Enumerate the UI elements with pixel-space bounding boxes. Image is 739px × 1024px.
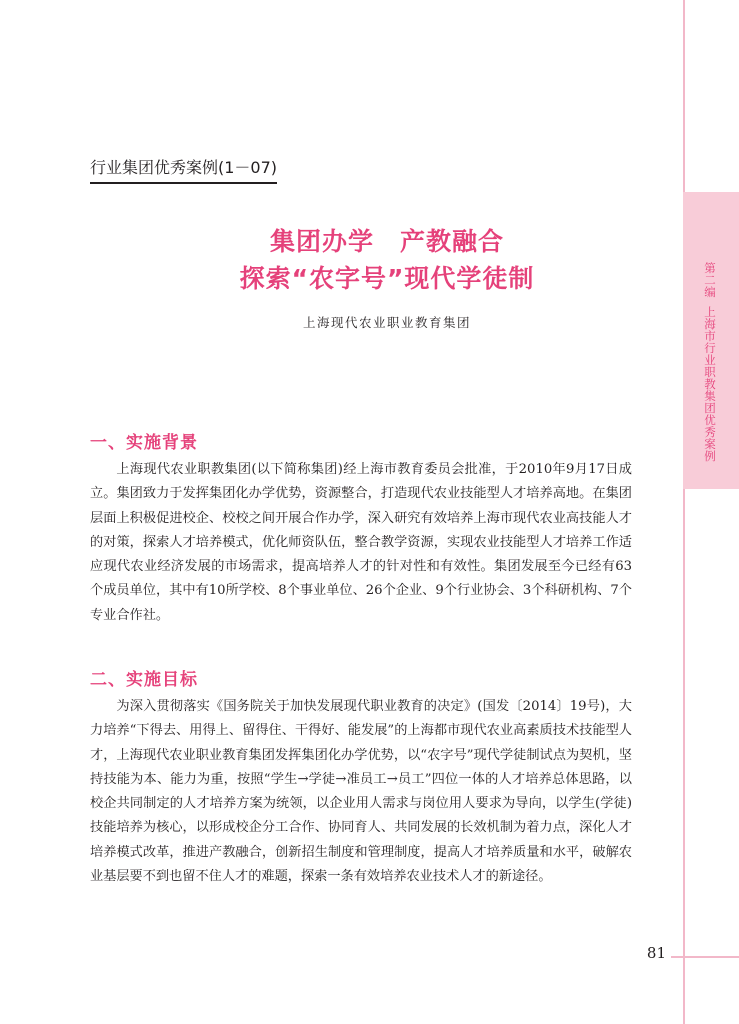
- section-body-goals: 为深入贯彻落实《国务院关于加快发展现代职业教育的决定》(国发〔2014〕19号)，大力培养“下得去、用得上、留得住、干得好、能发展”的上海都市现代农业高素质技术技能型人才，上海现代农业职业教育集团发挥集团化办学优势，以“农字号”现代学徒制试点为契机，坚持技能为本、能力为重，按照“学生→学徒→准员工→员工”四位一体的人才培养总体思路，以校企共同制定的人才培养方案为统领，以企业用人需求与岗位用人要求为导向，以学生(学徒)技能培养为核心，以形成校企分工合作、协同育人、共同发展的长效机制为着力点，深化人才培养模式改革，推进产教融合，创新招生制度和管理制度，提高人才培养质量和水平，破解农业基层要不到也留不住人才的难题，探索一条有效培养农业技术人才的新途径。: [90, 699, 632, 885]
- chapter-tab-section: 上海市行业职教集团优秀案例: [703, 306, 717, 462]
- page-number: 81: [646, 944, 666, 962]
- organization-name: 上海现代农业职业教育集团: [302, 315, 471, 330]
- section-heading-goals: 二、实施目标: [90, 670, 198, 690]
- margin-rule: [683, 0, 685, 1024]
- chapter-tab-part: 第二编: [703, 262, 717, 298]
- page-title-line-1: 集团办学 产教融合: [269, 227, 504, 256]
- section-body-background: 上海现代农业职教集团(以下简称集团)经上海市教育委员会批准，于2010年9月17日成立。集团致力于发挥集团化办学优势，资源整合，打造现代农业技能型人才培养高地。在集团层面上积极促进校企、校校之间开展合作办学，深入研究有效培养上海市现代农业高技能人才的对策，探索人才培养模式，优化师资队伍，整合教学资源，实现农业技能型人才培养工作适应现代农业经济发展的市场需求，提高培养人才的针对性和有效性。集团发展至今已经有63个成员单位，其中有10所学校、8个事业单位、26个企业、9个行业协会、3个科研机构、7个专业合作社。: [90, 462, 632, 623]
- footer-rule: [671, 956, 739, 958]
- section-heading-background: 一、实施背景: [90, 433, 198, 453]
- page-title-line-2: 探索“农字号”现代学徒制: [239, 264, 535, 293]
- case-label: 行业集团优秀案例(1－07): [90, 155, 277, 184]
- chapter-tab-label: [701, 262, 719, 462]
